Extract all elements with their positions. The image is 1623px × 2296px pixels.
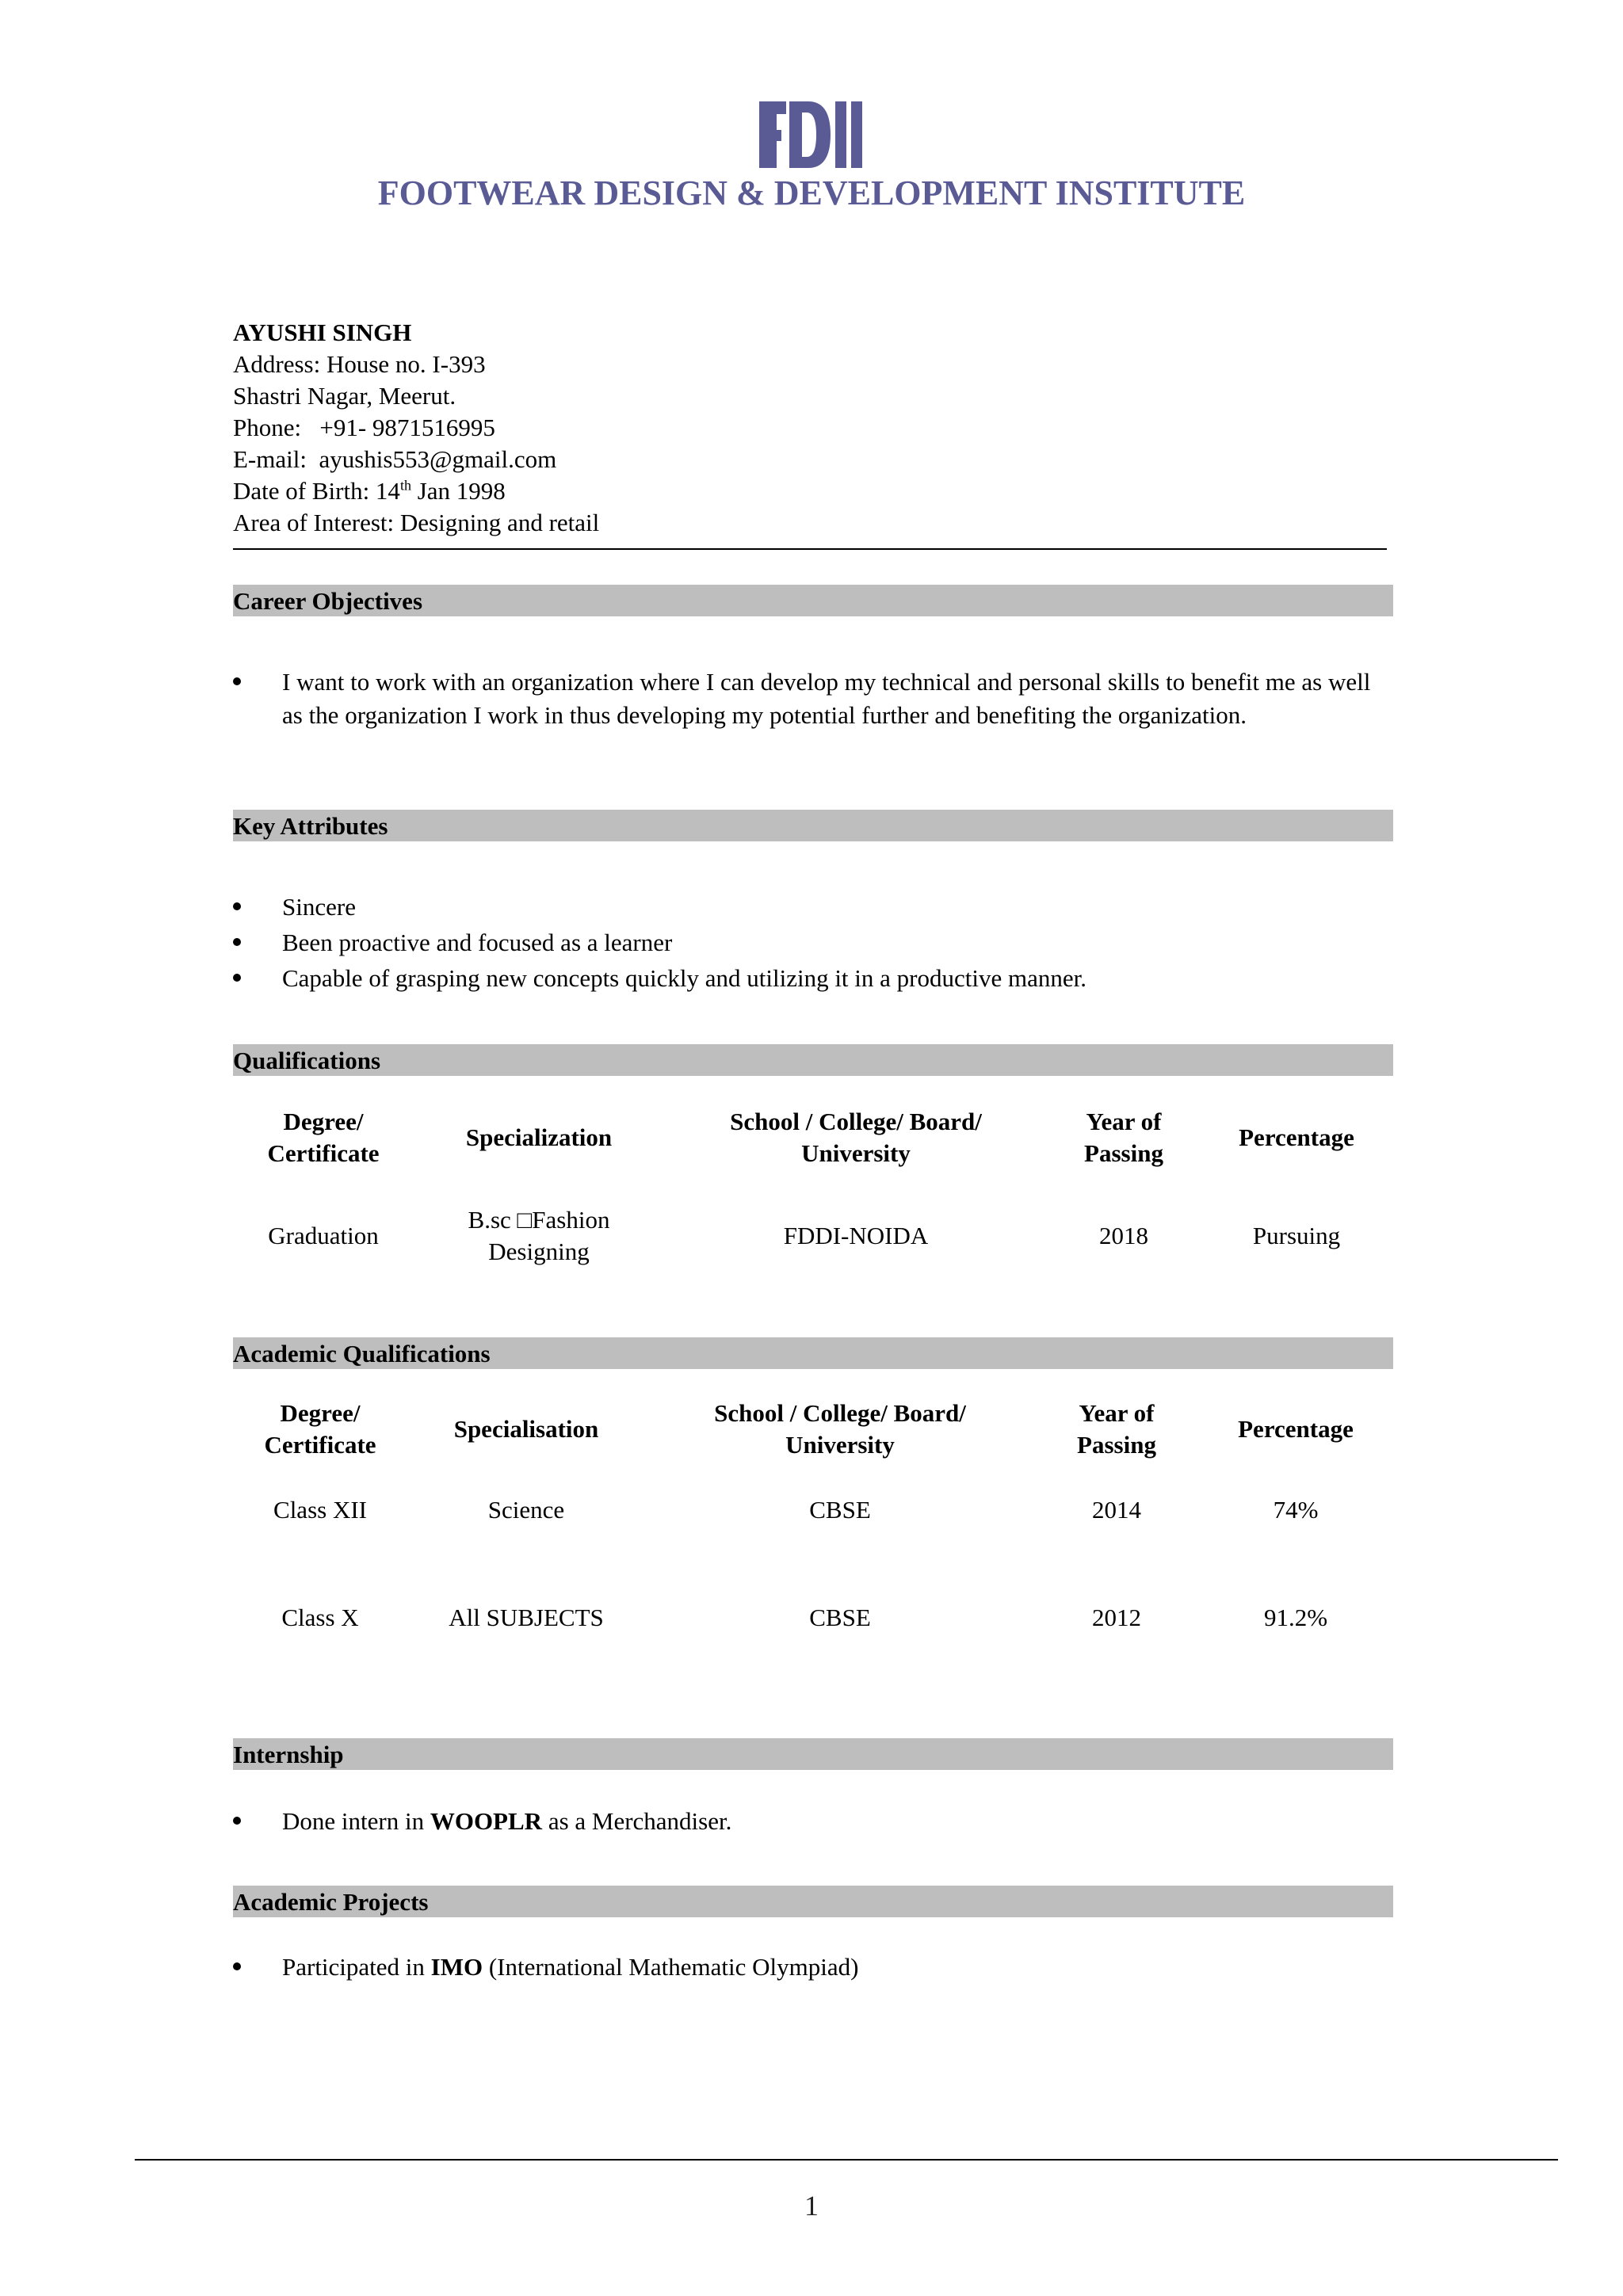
table-header-row (233, 1104, 1393, 1171)
list-item: Sincere (233, 891, 1393, 924)
fddi-logo (753, 100, 872, 171)
contact-info (233, 317, 1390, 539)
internship-list (233, 1805, 1393, 1838)
table-row: Graduation B.sc □Fashion Designing FDDI-NOIDA 2018 Pursuing (268, 1206, 1341, 1265)
col-school: School / College/ Board/ University (730, 1108, 982, 1167)
section-career-objectives: Career Objectives (233, 585, 1393, 616)
candidate-name: AYUSHI SINGH (233, 318, 412, 346)
section-academic-projects: Academic Projects (233, 1886, 1393, 1917)
col-degree: Degree/ Certificate (267, 1108, 380, 1167)
list-item: Been proactive and focused as a learner (233, 926, 1393, 959)
key-attributes-list (233, 891, 1393, 995)
email: E-mail: ayushis553@gmail.com (233, 445, 557, 473)
table-row: Class XII Science CBSE 2014 74% (273, 1496, 1319, 1524)
table-header-row: Degree/ Certificate Specialisation School / College/ Board/ University Year of Passing Percentage (264, 1399, 1354, 1459)
phone: Phone: +91- 9871516995 (233, 414, 495, 441)
academic-projects-list (233, 1951, 1393, 1984)
date-of-birth: Date of Birth: 14th Jan 1998 (233, 477, 506, 505)
table-row: Class X All SUBJECTS CBSE 2012 91.2% (281, 1604, 1328, 1631)
section-internship: Internship (233, 1738, 1393, 1770)
list-item: I want to work with an organization where I can develop my technical and personal skills to benefit me as well as the organization I work in thus developing my potential further and benefiting the organization. (233, 666, 1393, 732)
academic-qualifications-table (233, 1396, 1393, 1634)
col-specialization: Specialization (465, 1123, 613, 1151)
col-percentage: Percentage (1239, 1123, 1354, 1151)
career-objectives-list (233, 666, 1393, 732)
institute-name: FOOTWEAR DESIGN & DEVELOPMENT INSTITUTE (377, 174, 1246, 212)
address-line-1: Address: House no. I-393 (233, 350, 486, 378)
list-item: Participated in IMO (International Mathematic Olympiad) (233, 1951, 1393, 1984)
section-academic-qualifications: Academic Qualifications (233, 1337, 1393, 1369)
list-item: Capable of grasping new concepts quickly and utilizing it in a productive manner. (233, 962, 1393, 995)
page-number: 1 (804, 2190, 819, 2222)
divider (233, 548, 1387, 550)
col-year: Year of Passing (1084, 1108, 1163, 1167)
area-of-interest: Area of Interest: Designing and retail (233, 509, 600, 536)
section-key-attributes: Key Attributes (233, 810, 1393, 841)
section-qualifications: Qualifications (233, 1044, 1393, 1076)
qualifications-table (233, 1104, 1393, 1269)
address-line-2: Shastri Nagar, Meerut. (233, 382, 456, 410)
list-item: Done intern in WOOPLR as a Merchandiser. (233, 1805, 1393, 1838)
footer-divider (135, 2159, 1558, 2161)
